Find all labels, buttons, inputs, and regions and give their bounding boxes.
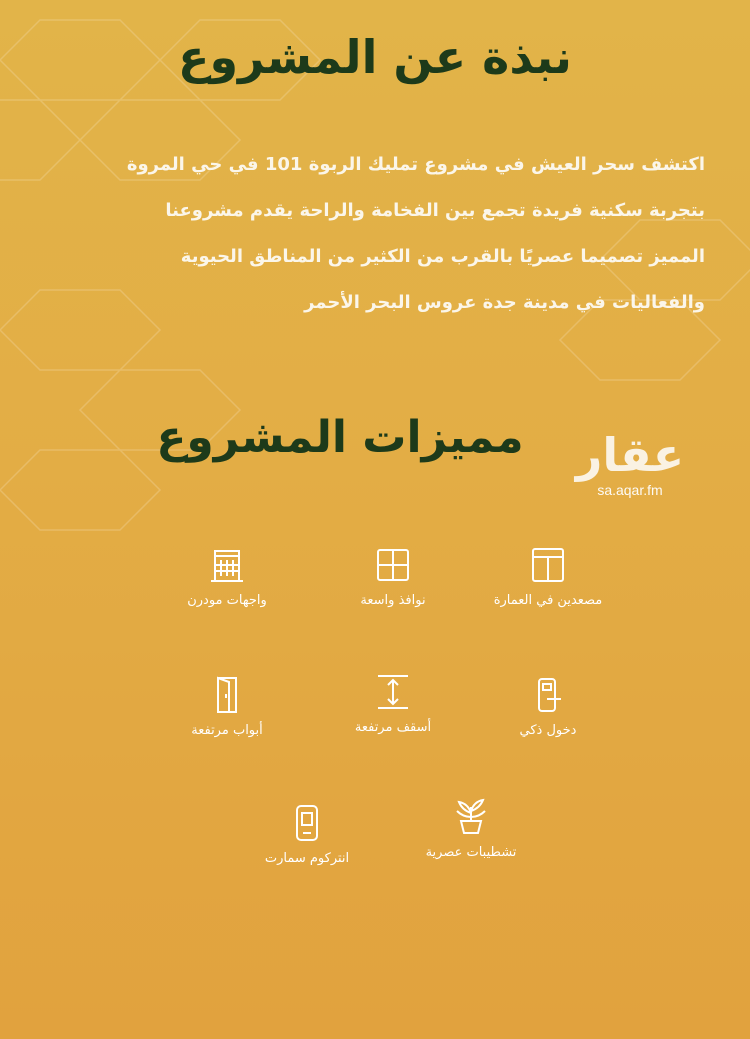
- about-line: والفعاليات في مدينة جدة عروس البحر الأحمر: [304, 292, 705, 313]
- feature-label: مصعدين في العمارة: [493, 593, 603, 608]
- elevator-icon: [528, 545, 568, 585]
- aqar-url: sa.aqar.fm: [597, 482, 663, 498]
- feature-label: انتركوم سمارت: [264, 851, 350, 866]
- feature-elevators: [463, 545, 633, 608]
- smart-lock-icon: [528, 675, 568, 715]
- building-facade-icon: [207, 545, 247, 585]
- about-line: اكتشف سحر العيش في مشروع تمليك الربوة 101 في حي المروة: [126, 154, 705, 175]
- intercom-icon: [287, 803, 327, 843]
- feature-high-ceilings: [308, 672, 478, 735]
- feature-windows: [308, 545, 478, 608]
- feature-label: أسقف مرتفعة: [354, 720, 432, 735]
- feature-label: دخول ذكي: [519, 723, 577, 738]
- aqar-logo: عقار: [575, 428, 685, 482]
- features-title: مميزات المشروع: [156, 412, 524, 463]
- feature-smart-entry: [463, 675, 633, 738]
- feature-high-doors: [142, 675, 312, 738]
- window-icon: [373, 545, 413, 585]
- about-line: بتجربة سكنية فريدة تجمع بين الفخامة والراحة يقدم مشروعنا: [165, 200, 705, 221]
- feature-label: أبواب مرتفعة: [191, 723, 263, 738]
- high-ceiling-icon: [373, 672, 413, 712]
- about-title: نبذة عن المشروع: [178, 30, 572, 84]
- feature-facades: [142, 545, 312, 608]
- feature-label: واجهات مودرن: [187, 593, 267, 608]
- feature-label: نوافذ واسعة: [360, 593, 426, 608]
- door-icon: [207, 675, 247, 715]
- about-paragraph: [85, 142, 705, 326]
- feature-finishes: [386, 797, 556, 860]
- aqar-watermark: [570, 428, 690, 498]
- feature-label: تشطيبات عصرية: [425, 845, 517, 860]
- feature-intercom: [222, 803, 392, 866]
- plant-icon: [451, 797, 491, 837]
- about-line: المميز تصميما عصريًا بالقرب من الكثير من المناطق الحيوية: [180, 246, 705, 267]
